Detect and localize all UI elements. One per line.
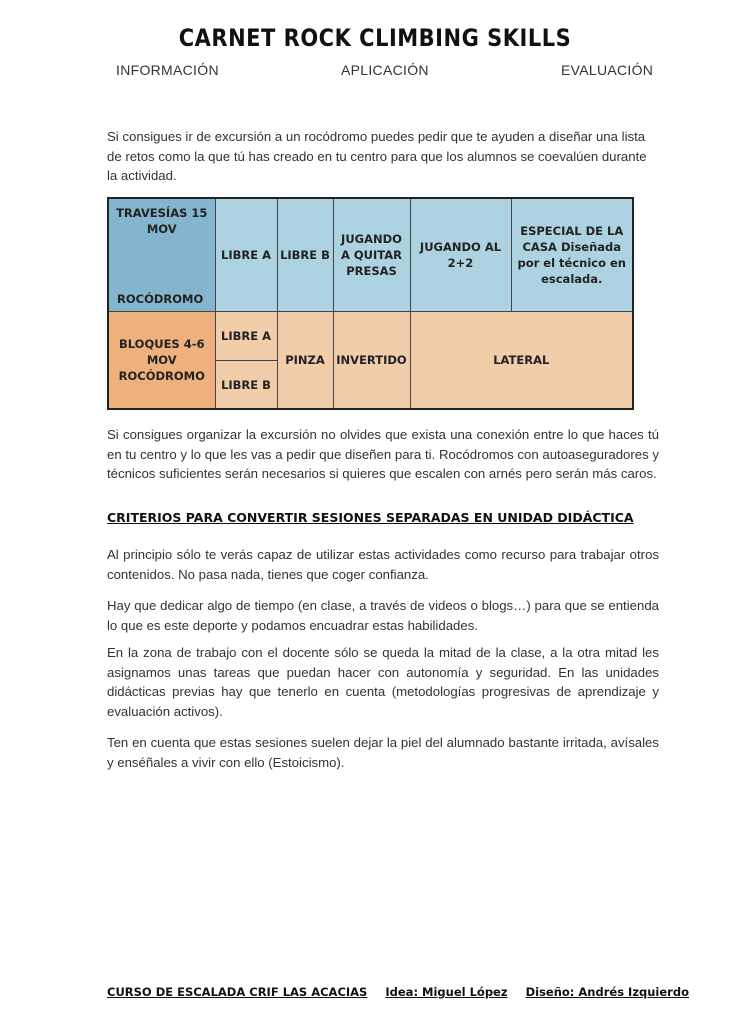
intro-paragraph: Si consigues ir de excursión a un rocódromo puedes pedir que te ayuden a diseñar una lista de retos como la que tú has creado en tu centro para que los alumnos se coevalúen durante la actividad. xyxy=(107,129,647,183)
footer-idea: Idea: Miguel López xyxy=(385,985,508,999)
cell-libre-a: LIBRE A xyxy=(215,198,277,311)
challenge-table xyxy=(107,197,634,410)
organize-paragraph: Si consigues organizar la excursión no olvides que exista una conexión entre lo que haces tú en tu centro y lo que les vas a pedir que diseñen para ti. Rocódromos con autoaseguradores y técnicos suficientes serán necesarios si quieres que escalen con arnés pero serán más caros. xyxy=(107,427,659,481)
cell-lateral: LATERAL xyxy=(410,311,633,409)
cell-especial-casa: ESPECIAL DE LA CASA Diseñada por el técnico en escalada. xyxy=(511,198,633,311)
criteria-paragraph-2: Hay que dedicar algo de tiempo (en clase, a través de videos o blogs…) para que se entienda lo que es este deporte y podamos encuadrar estas habilidades. xyxy=(107,598,659,633)
travesias-header-cell xyxy=(108,198,215,311)
page-title: CARNET ROCK CLIMBING SKILLS xyxy=(178,24,572,52)
cell-invertido: INVERTIDO xyxy=(333,311,410,409)
travesias-rocodromo-label: ROCÓDROMO xyxy=(117,291,204,306)
cell-bloque-libre-b: LIBRE B xyxy=(215,361,277,409)
criteria-paragraph-3: En la zona de trabajo con el docente sólo se queda la mitad de la clase, a la otra mitad les asignamos unas tareas que puedan hacer con autonomía y seguridad. En las unidades didácticas previas hay que tenerlo en cuenta (metodologías progresivas de aprendizaje y evaluación activos). xyxy=(107,645,659,719)
cell-jugando-2-2: JUGANDO AL 2+2 xyxy=(410,198,511,311)
nav-informacion[interactable]: INFORMACIÓN xyxy=(116,62,219,78)
cell-libre-b: LIBRE B xyxy=(277,198,333,311)
cell-jugando-quitar-presas: JUGANDO A QUITAR PRESAS xyxy=(333,198,410,311)
bloques-header-cell: BLOQUES 4-6 MOV ROCÓDROMO xyxy=(108,311,215,409)
footer xyxy=(107,985,689,999)
travesias-label: TRAVESÍAS 15 MOV xyxy=(116,206,208,236)
nav-aplicacion[interactable]: APLICACIÓN xyxy=(341,62,429,78)
criteria-paragraph-1: Al principio sólo te verás capaz de utilizar estas actividades como recurso para trabajar otros contenidos. No pasa nada, tienes que coger confianza. xyxy=(107,547,659,582)
cell-pinza: PINZA xyxy=(277,311,333,409)
criteria-paragraph-4: Ten en cuenta que estas sesiones suelen dejar la piel del alumnado bastante irritada, avísales y enséñales a vivir con ello (Estoicismo). xyxy=(107,735,659,770)
cell-bloque-libre-a: LIBRE A xyxy=(215,311,277,360)
criteria-heading: CRITERIOS PARA CONVERTIR SESIONES SEPARADAS EN UNIDAD DIDÁCTICA xyxy=(107,510,634,525)
footer-design: Diseño: Andrés Izquierdo xyxy=(525,985,689,999)
nav-evaluacion[interactable]: EVALUACIÓN xyxy=(561,62,654,78)
footer-course: CURSO DE ESCALADA CRIF LAS ACACIAS xyxy=(107,985,368,999)
